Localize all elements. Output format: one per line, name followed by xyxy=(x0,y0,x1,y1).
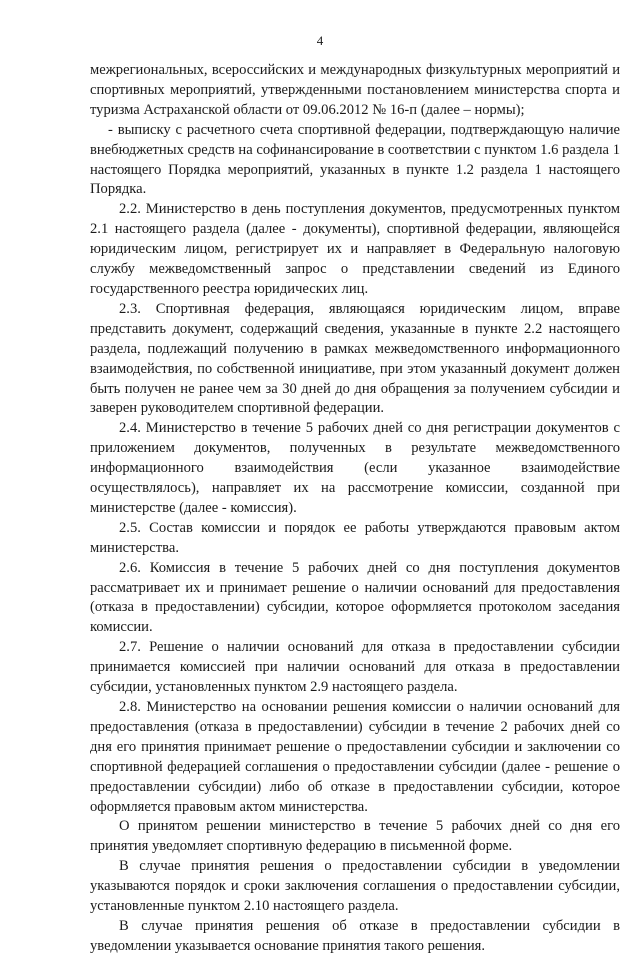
paragraph-decision-notice: О принятом решении министерство в течение 5 рабочих дней со дня его принятия уведомляет спортивную федерацию в письменной форме. xyxy=(90,818,620,855)
paragraph-2-5: 2.5. Состав комиссии и порядок ее работы утверждаются правовым актом министерства. xyxy=(90,519,620,556)
document-body xyxy=(90,61,620,957)
paragraph-2-4: 2.4. Министерство в течение 5 рабочих дней со дня регистрации документов с приложением документов, полученных в результате межведомственного информационного взаимодействия (если указанное взаимодействие осуществлялось), направляет их на рассмотрение комиссии, созданной при министерстве (далее - комиссия). xyxy=(90,420,620,516)
paragraph-norms-continuation: межрегиональных, всероссийских и международных физкультурных мероприятий и спортивных мероприятий, утвержденными постановлением министерства спорта и туризма Астраханской области от 09.06.2012 № 16-п (далее – нормы); xyxy=(90,62,620,118)
paragraph-2-3: 2.3. Спортивная федерация, являющаяся юридическим лицом, вправе представить документ, содержащий сведения, указанные в пункте 2.2 настоящего раздела, подлежащий получению в рамках межведомственного информационного взаимодействия, по собственной инициативе, при этом указанный документ должен быть получен не ранее чем за 30 дней до дня обращения за получением субсидии и заверен руководителем спортивной федерации. xyxy=(90,300,620,417)
paragraph-2-6: 2.6. Комиссия в течение 5 рабочих дней со дня поступления документов рассматривает их и принимает решение о наличии оснований для предоставления (отказа в предоставлении) субсидии, которое оформляется протоколом заседания комиссии. xyxy=(90,559,620,636)
paragraph-refusal-notice: В случае принятия решения об отказе в предоставлении субсидии в уведомлении указывается основание принятия такого решения. xyxy=(90,917,620,954)
paragraph-grant-notice: В случае принятия решения о предоставлении субсидии в уведомлении указываются порядок и сроки заключения соглашения о предоставлении субсидии, установленные пунктом 2.10 настоящего раздела. xyxy=(90,858,620,915)
paragraph-2-7: 2.7. Решение о наличии оснований для отказа в предоставлении субсидии принимается комиссией при наличии оснований для отказа в предоставлении субсидии, установленных пунктом 2.9 настоящего раздела. xyxy=(90,639,620,696)
paragraph-2-2: 2.2. Министерство в день поступления документов, предусмотренных пунктом 2.1 настоящего раздела (далее - документы), спортивной федерации, являющейся юридическим лицом, регистрирует их и направляет в Федеральную налоговую службу межведомственный запрос о представлении сведений из Единого государственного реестра юридических лиц. xyxy=(90,201,620,297)
page-number: 4 xyxy=(316,33,324,48)
paragraph-bank-statement: - выписку с расчетного счета спортивной федерации, подтверждающую наличие внебюджетных средств на софинансирование в соответствии с пунктом 1.6 раздела 1 настоящего Порядка мероприятий, указанных в пункте 1.2 раздела 1 настоящего Порядка. xyxy=(90,121,620,198)
paragraph-2-8: 2.8. Министерство на основании решения комиссии о наличии оснований для предоставления (отказа в предоставлении) субсидии в течение 2 рабочих дней со дня его принятия принимает решение о предоставлении субсидии и заключении со спортивной федерацией соглашения о предоставлении субсидии (далее - решение о предоставлении субсидии) либо об отказе в предоставлении субсидии, которое оформляется правовым актом министерства. xyxy=(90,699,620,815)
